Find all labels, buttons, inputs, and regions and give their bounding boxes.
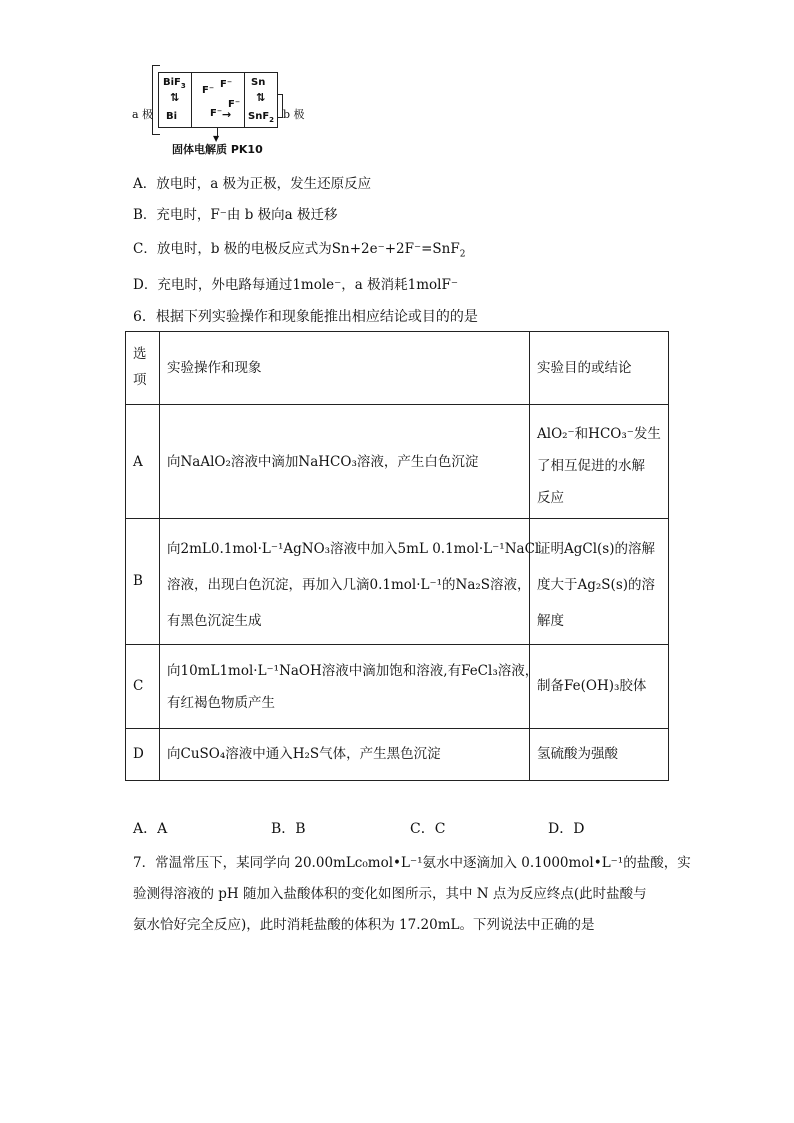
row-b-option: B <box>133 573 143 589</box>
q5-option-c: C．放电时，b 极的电极反应式为Sn+2e⁻+2F⁻=SnF$_2$ <box>133 241 466 260</box>
q6-answer-a: A．A <box>133 821 168 837</box>
row-c-conclusion: 制备Fe(OH)₃胶体 <box>537 678 647 694</box>
row-b-conclusion: 证明AgCl(s)的溶解 度大于Ag₂S(s)的溶 解度 <box>537 541 656 629</box>
row-c-operation: 向10mL1mol·L⁻¹NaOH溶液中滴加饱和溶液,有FeCl₃溶液， 有红褐色物质产生 <box>167 663 539 711</box>
q7-line-2: 验测得溶液的 pH 随加入盐酸体积的变化如图所示，其中 N 点为反应终点(此时盐酸与 <box>133 886 647 902</box>
battery-diagram <box>130 60 320 160</box>
header-conclusion: 实验目的或结论 <box>537 360 632 376</box>
q7-line-3: 氨水恰好完全反应)，此时消耗盐酸的体积为 17.20mL。下列说法中正确的是 <box>133 917 595 933</box>
fluoride-ion-4: F⁻ <box>210 108 223 119</box>
q6-answer-d: D．D <box>548 821 585 837</box>
q5-option-d: D．充电时，外电路每通过1mole⁻，a 极消耗1molF⁻ <box>133 277 458 293</box>
q6-answer-c: C．C <box>410 821 446 837</box>
row-c-option: C <box>133 678 144 694</box>
q6-table <box>125 331 669 781</box>
q6-answer-b: B．B <box>271 821 306 837</box>
fluoride-ion-2: F⁻ <box>220 79 233 90</box>
row-d-conclusion: 氢硫酸为强酸 <box>537 746 618 762</box>
q7-line-1: 7．常温常压下，某同学向 20.00mLc₀mol•L⁻¹氨水中逐滴加入 0.1000mol•L⁻¹的盐酸，实 <box>133 855 691 871</box>
row-b-operation: 向2mL0.1mol·L⁻¹AgNO₃溶液中加入5mL 0.1mol·L⁻¹NaCl 溶液，出现白色沉淀，再加入几滴0.1mol·L⁻¹的Na₂S溶液， 有黑色沉淀生成 <box>167 541 540 629</box>
row-a-option: A <box>133 454 143 470</box>
fluoride-ion-3: F⁻ <box>228 99 241 110</box>
fluoride-ion-1: F⁻ <box>202 85 215 96</box>
right-electrode-label: b 极 <box>283 108 305 121</box>
header-operation: 实验操作和现象 <box>167 360 262 376</box>
right-bottom-species: SnF$_2$ <box>248 111 275 124</box>
left-bottom-species: Bi <box>166 111 178 122</box>
right-top-species: Sn <box>251 77 266 88</box>
row-d-option: D <box>133 746 144 762</box>
left-top-species: BiF$_3$ <box>163 77 186 90</box>
left-electrode-label: a 极 <box>132 108 154 121</box>
migration-arrow-icon: → <box>222 108 232 121</box>
q5-option-a: A．放电时，a 极为正极，发生还原反应 <box>133 176 372 192</box>
row-a-operation: 向NaAlO₂溶液中滴加NaHCO₃溶液，产生白色沉淀 <box>167 454 479 470</box>
row-a-conclusion: AlO₂⁻和HCO₃⁻发生 了相互促进的水解 反应 <box>537 426 661 506</box>
header-option: 选项 <box>133 346 147 388</box>
left-reversible-arrow-icon: ⇅ <box>170 91 180 104</box>
right-reversible-arrow-icon: ⇅ <box>256 91 266 104</box>
q5-option-b: B．充电时，F⁻由 b 极向a 极迁移 <box>133 207 338 223</box>
q6-stem: 6．根据下列实验操作和现象能推出相应结论或目的的是 <box>133 309 478 325</box>
diagram-caption: 固体电解质 PK10 <box>172 143 263 156</box>
row-d-operation: 向CuSO₄溶液中通入H₂S气体，产生黑色沉淀 <box>167 746 441 762</box>
down-arrow-icon: ▼ <box>213 134 220 143</box>
